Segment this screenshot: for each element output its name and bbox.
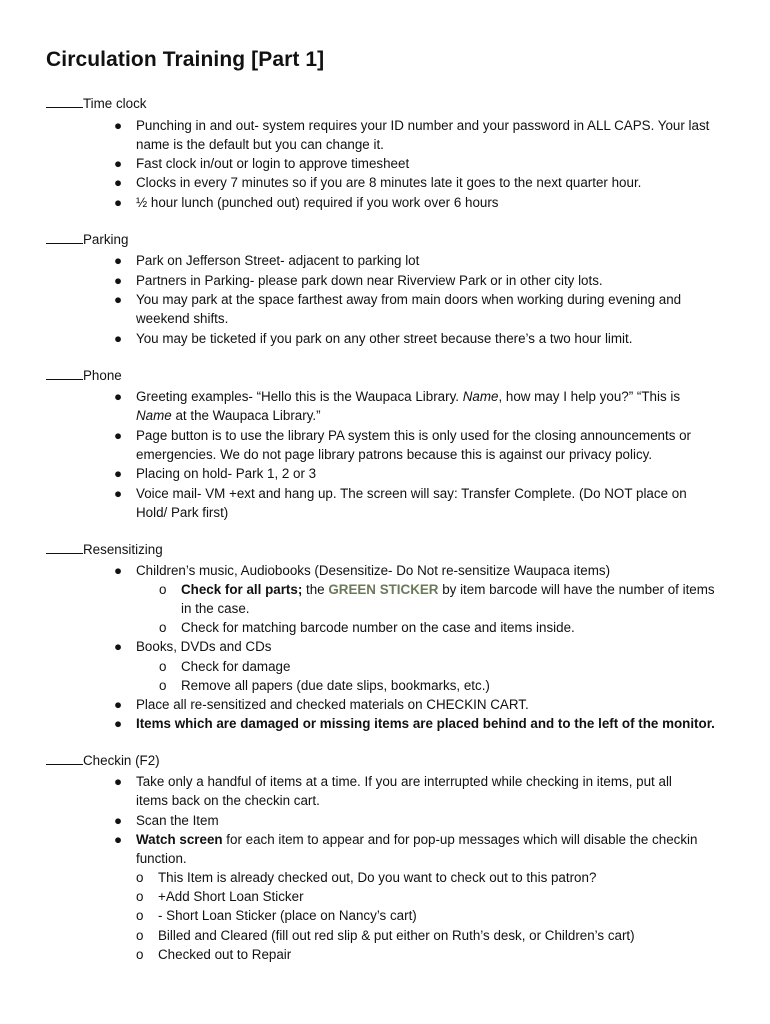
- circle-bullet-icon: o: [159, 678, 167, 693]
- circle-bullet-icon: o: [159, 620, 167, 635]
- bullet-icon: ●: [114, 813, 123, 828]
- bullet-icon: ●: [114, 486, 123, 501]
- bullet-icon: ●: [114, 389, 123, 404]
- bullet-icon: ●: [114, 832, 123, 847]
- bullet-icon: ●: [114, 195, 123, 210]
- circle-bullet-icon: o: [159, 659, 167, 674]
- circle-bullet-icon: o: [136, 870, 144, 885]
- section-heading-parking: Parking: [46, 232, 128, 247]
- document-page: Circulation Training [Part 1] Time clock ● Punching in and out- system requires your ID number and your password in ALL CAPS. Your last name is the default but you can change it. ● Fast clock in/out or login to approve timesheet ● Clocks in every 7 minutes so if you are 8 minutes late it goes to the next quarter hour. ● ½ hour lunch (punched out) required if you work over 6 hours Parking ● Park on Jefferson Street- adjacent to parking lot ● Partners in Parking- please park down near Riverview Park or in other city lots. ● You may park at the space farthest away from main doors when working during evening and weekend shifts. ● You may be ticketed if you park on any other street because there’s a two hour limit. Phone ● Greeting examples- “Hello this is the Waupaca Library. Name, how may I help you?” “This is Name at the Waupaca Library.” ● Page button is to use the library PA system this is only used for the closing announcements or emergencies. We do not page library patrons because this is against our privacy policy. ● Placing on hold- Park 1, 2 or 3 ● Voice mail- VM +ext and hang up. The screen will say: Transfer Complete. (Do NOT place on Hold/ Park first) Resensitizing ● Children’s music, Audiobooks (Desensitize- Do Not re-sensitize Waupaca items) o Check for all parts; the GREEN STICKER by item barcode will have the number of items in the case. o Check for matching barcode number on the case and items inside. ● Books, DVDs and CDs o Check for damage o Remove all papers (due date slips, bookmarks, etc.) ● Place all re-sensitized and checked materials on CHECKIN CART. ● Items which are damaged or missing items are placed behind and to the left of the monitor. Checkin (F2) ● Take only a handful of items at a time. If you are interrupted while checking in items, put all items back on the checkin cart. ● Scan the Item ● Watch screen for each item to appear and for pop-up messages which will disable the checkin function. o This Item is already checked out, Do you want to check out to this patron? o +Add Short Loan Sticker o - Short Loan Sticker (place on Nancy’s cart) o Billed and Cleared (fill out red slip & put either on Ruth’s desk, or Children’s cart) o Checked out to Repair: [46, 48, 715, 962]
- section-heading-checkin: Checkin (F2): [46, 753, 160, 768]
- circle-bullet-icon: o: [159, 582, 167, 597]
- bullet-icon: ●: [114, 175, 123, 190]
- bullet-icon: ●: [114, 716, 123, 731]
- circle-bullet-icon: o: [136, 889, 144, 904]
- bullet-icon: ●: [114, 331, 123, 346]
- bullet-icon: ●: [114, 292, 123, 307]
- bullet-icon: ●: [114, 118, 123, 133]
- section-heading-time-clock: Time clock: [46, 96, 147, 111]
- circle-bullet-icon: o: [136, 928, 144, 943]
- bullet-icon: ●: [114, 428, 123, 443]
- circle-bullet-icon: o: [136, 908, 144, 923]
- page-title: Circulation Training [Part 1]: [46, 48, 325, 71]
- section-heading-resensitizing: Resensitizing: [46, 542, 163, 557]
- circle-bullet-icon: o: [136, 947, 144, 962]
- checkbox-blank: [46, 232, 83, 244]
- checkbox-blank: [46, 542, 83, 554]
- bullet-icon: ●: [114, 639, 123, 654]
- checkbox-blank: [46, 368, 83, 380]
- bullet-icon: ●: [114, 253, 123, 268]
- bullet-icon: ●: [114, 697, 123, 712]
- checkbox-blank: [46, 753, 83, 765]
- bullet-icon: ●: [114, 156, 123, 171]
- section-heading-phone: Phone: [46, 368, 122, 383]
- bullet-icon: ●: [114, 563, 123, 578]
- bullet-icon: ●: [114, 466, 123, 481]
- bullet-icon: ●: [114, 774, 123, 789]
- bullet-icon: ●: [114, 273, 123, 288]
- checkbox-blank: [46, 96, 83, 108]
